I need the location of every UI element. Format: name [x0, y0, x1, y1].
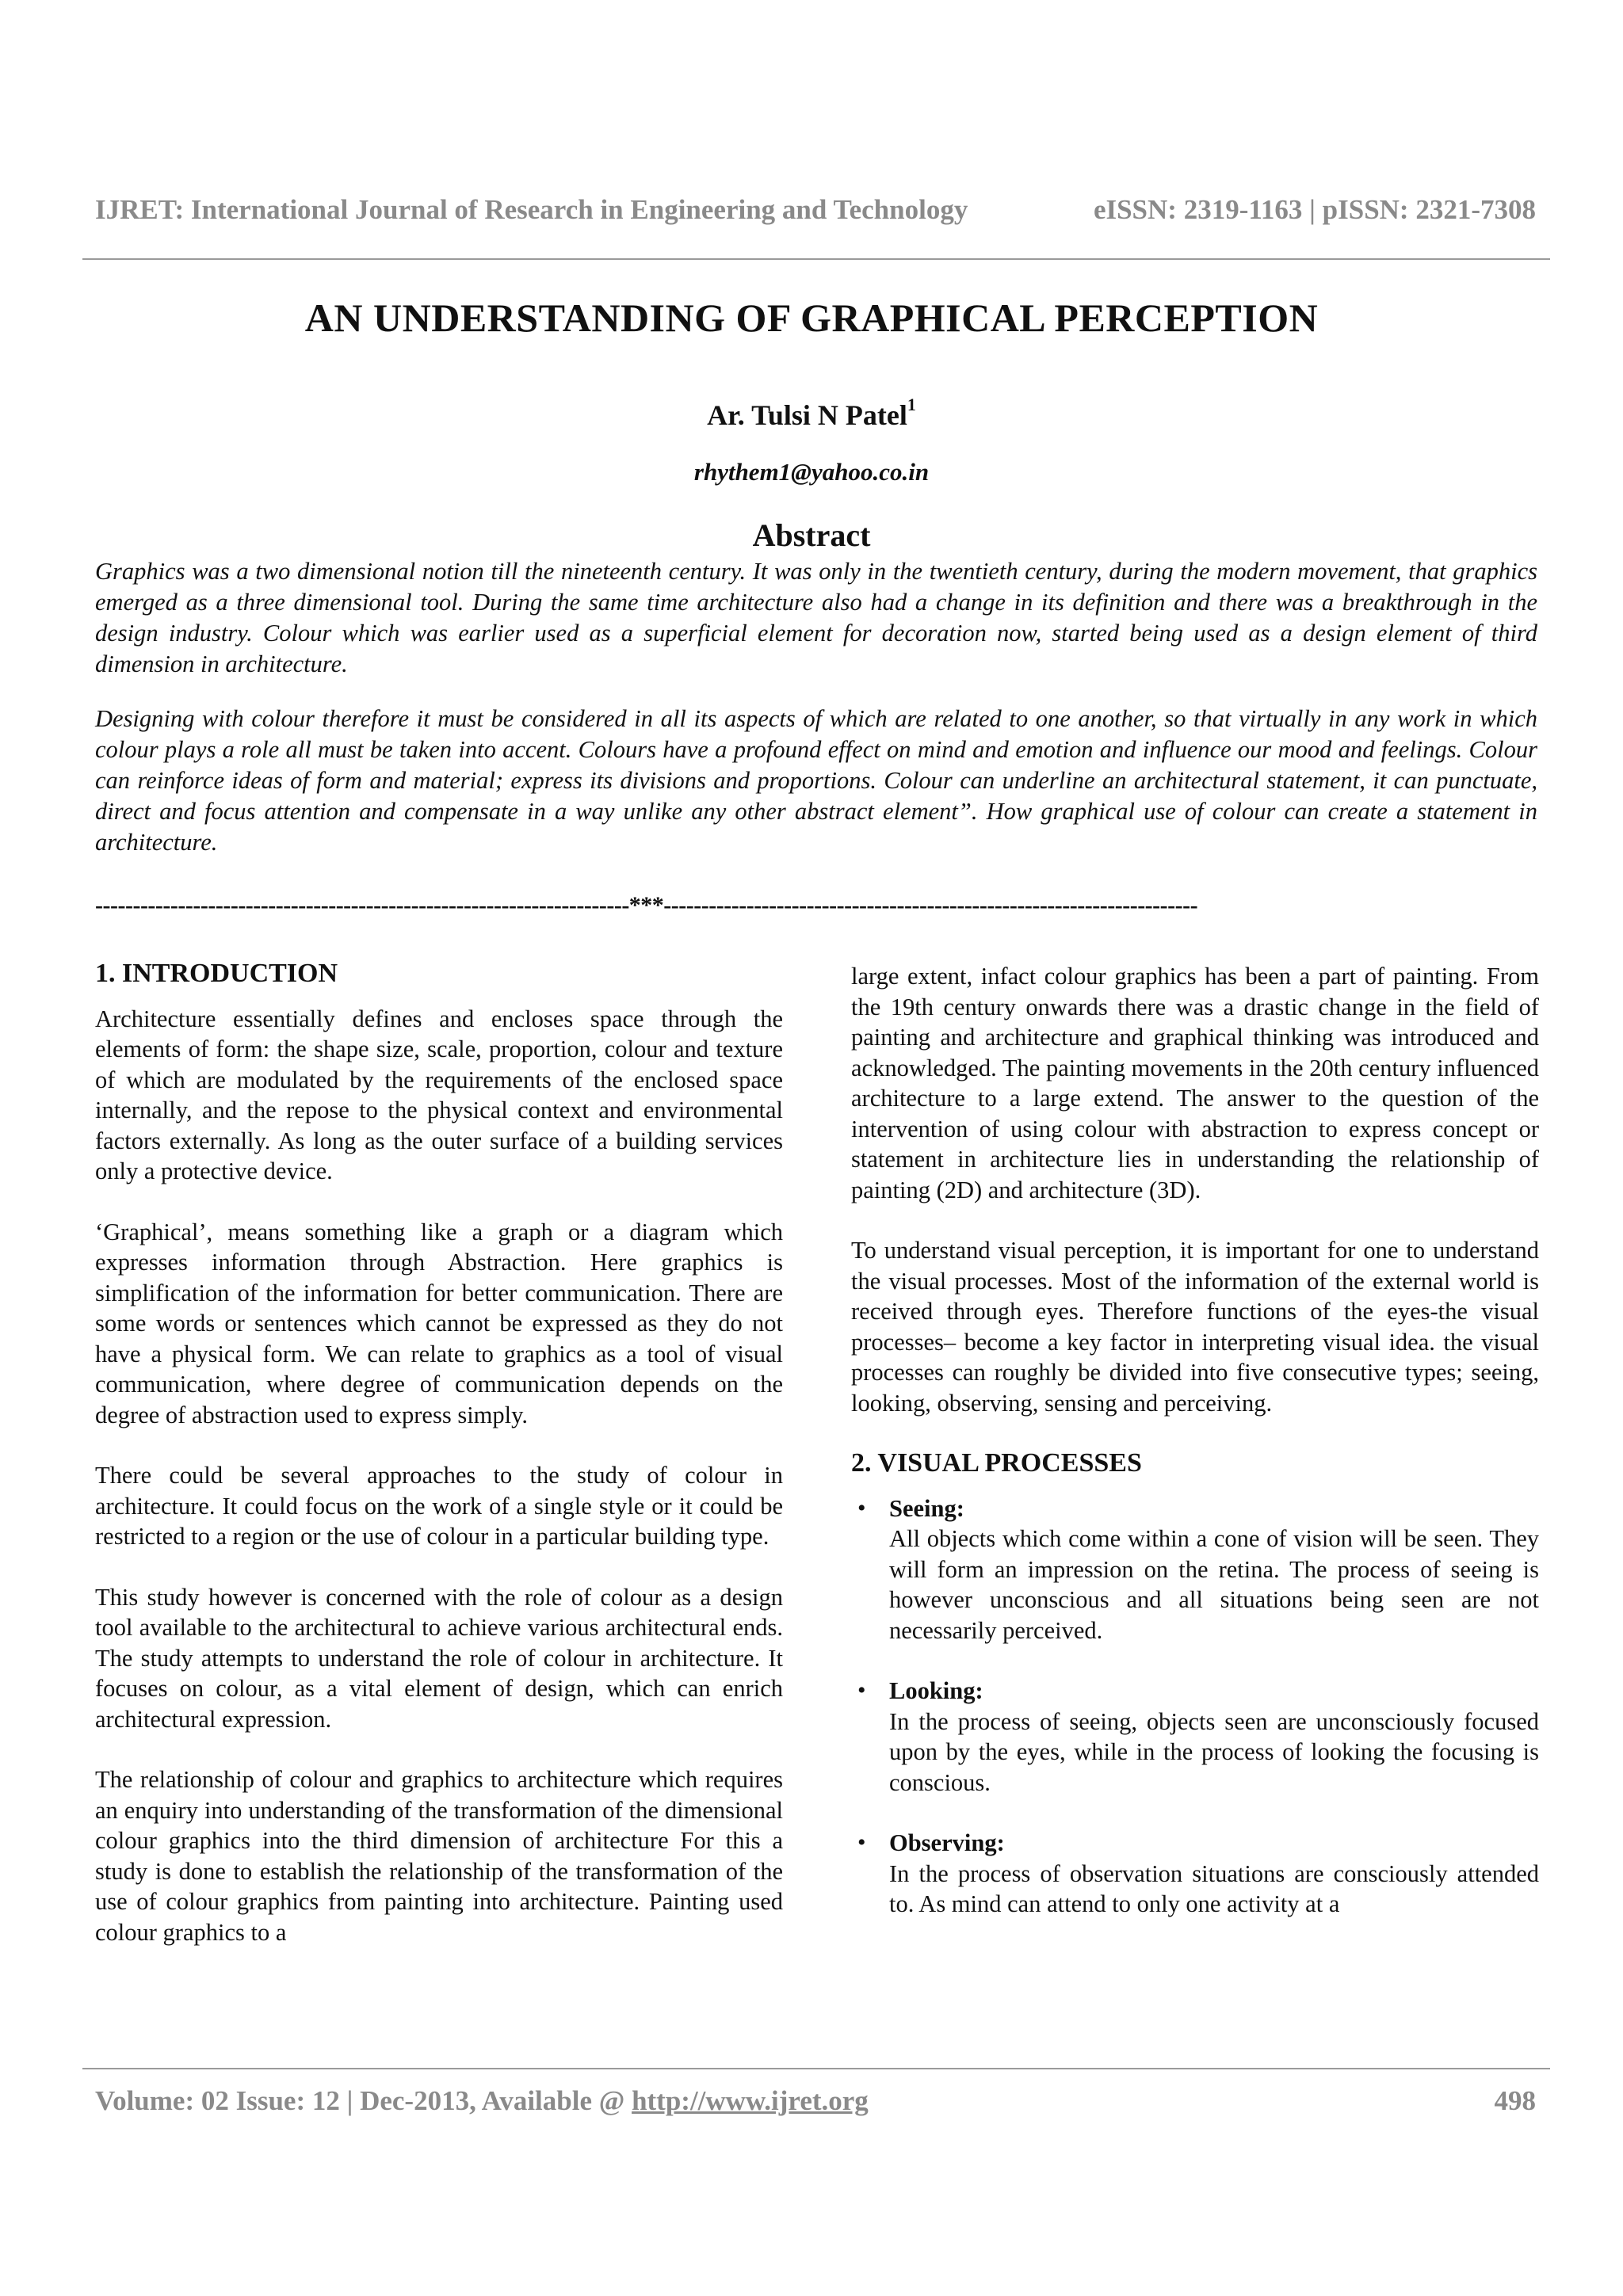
- author-name: Ar. Tulsi N Patel: [707, 399, 907, 431]
- list-item: [851, 1676, 1539, 1798]
- body-paragraph: There could be several approaches to the study of colour in architecture. It could focus on the work of a single style or it could be restricted to a region or the use of colour in a particular building type.: [95, 1462, 783, 1550]
- author-email: rhythem1@yahoo.co.in: [693, 458, 930, 486]
- list-item-term: Seeing:: [889, 1494, 964, 1522]
- abstract-paragraph: Graphics was a two dimensional notion till the nineteenth century. It was only in the twentieth century, during the modern movement, that graphics emerged as a three dimensional tool. During the same time architecture also had a change in its definition and there was a breakthrough in the design industry. Colour which was earlier used as a superficial element for decoration now, started being used as a design element of third dimension in architecture.: [95, 558, 1537, 677]
- bullet-icon: •: [857, 1829, 866, 1855]
- body-paragraph: The relationship of colour and graphics to architecture which requires an enquiry into understanding of the transformation of the dimensional colour graphics into the third dimension of architecture For this a study is done to establish the relationship of the transformation of the use of colour graphics from painting into architecture. Painting used colour graphics to a: [95, 1766, 783, 1946]
- bullet-icon: •: [857, 1494, 866, 1521]
- body-paragraph: ‘Graphical’, means something like a graph or a diagram which expresses information through Abstraction. Here graphics is simplification of the information for better communication. There are some words or sentences which cannot be expressed as they do not have a physical form. We can relate to graphics as a tool of visual communication, where degree of communication depends on the degree of abstraction used to express simply.: [95, 1218, 783, 1428]
- journal-name: IJRET: International Journal of Research in Engineering and Technology: [95, 194, 968, 225]
- paper-title: AN UNDERSTANDING OF GRAPHICAL PERCEPTION: [304, 296, 1319, 340]
- section-heading-visual-processes: 2. VISUAL PROCESSES: [851, 1448, 1142, 1478]
- author-line: [0, 395, 1623, 432]
- bullet-icon: •: [857, 1677, 866, 1703]
- volume-info: [95, 2085, 869, 2117]
- header-rule: [82, 258, 1550, 260]
- journal-url-link[interactable]: http://www.ijret.org: [632, 2085, 869, 2116]
- visual-process-list: [851, 1493, 1539, 1920]
- body-paragraph: Architecture essentially defines and encloses space through the elements of form: the shape size, scale, proportion, colour and texture of which are modulated by the requirements of the enclosed space internally, and the repose to the physical context and environmental factors externally. As long as the outer surface of a building services only a protective device.: [95, 1005, 783, 1184]
- right-column: [851, 961, 1539, 1950]
- list-item-term: Observing:: [889, 1829, 1005, 1856]
- list-item: [851, 1828, 1539, 1920]
- list-item-term: Looking:: [889, 1677, 983, 1704]
- running-header: [95, 194, 1536, 226]
- list-item-text: In the process of observation situations are consciously attended to. As mind can attend to only one activity at a: [889, 1859, 1539, 1917]
- footer-rule: [82, 2068, 1550, 2069]
- section-separator: -----------------------------------------------------------------------***-----------------------------------------------------------------------: [95, 892, 1198, 918]
- body-paragraph: This study however is concerned with the role of colour as a design tool available to the architectural to achieve various architectural ends. The study attempts to understand the role of colour in architecture. It focuses on colour, as a vital element of design, which can enrich architectural expression.: [95, 1583, 783, 1733]
- page-number: 498: [1494, 2085, 1536, 2116]
- abstract-body: [95, 556, 1537, 882]
- abstract-heading: Abstract: [752, 517, 871, 553]
- list-item-text: All objects which come within a cone of vision will be seen. They will form an impression on the retina. The process of seeing is however unconscious and all situations being seen are not necessarily perceived.: [889, 1525, 1539, 1644]
- left-column: [95, 959, 783, 1978]
- affiliation-mark: 1: [907, 395, 916, 414]
- body-paragraph: large extent, infact colour graphics has been a part of painting. From the 19th century onwards there was a drastic change in the field of painting and architecture and graphical thinking was introduced and acknowledged. The painting movements in the 20th century influenced architecture to a large extend. The answer to the question of the intervention of using colour with abstraction to express concept or statement in architecture lies in understanding the relationship of painting (2D) and architecture (3D).: [851, 963, 1539, 1203]
- list-item: [851, 1493, 1539, 1646]
- issn-numbers: eISSN: 2319-1163 | pISSN: 2321-7308: [1093, 194, 1536, 225]
- body-paragraph: To understand visual perception, it is important for one to understand the visual processes. Most of the information of the external world is received through eyes. Therefore functions of the eyes-the visual processes– become a key factor in interpreting visual idea. the visual processes can roughly be divided into five consecutive types; seeing, looking, observing, sensing and perceiving.: [851, 1237, 1539, 1417]
- section-heading-introduction: 1. INTRODUCTION: [95, 959, 338, 988]
- volume-text: Volume: 02 Issue: 12 | Dec-2013, Available @: [95, 2085, 632, 2116]
- list-item-text: In the process of seeing, objects seen are unconsciously focused upon by the eyes, while in the process of looking the focusing is conscious.: [889, 1707, 1539, 1796]
- running-footer: [95, 2085, 1536, 2117]
- abstract-paragraph: Designing with colour therefore it must be considered in all its aspects of which are related to one another, so that virtually in any work in which colour plays a role all must be taken into accent. Colours have a profound effect on mind and emotion and influence our mood and feelings. Colour can reinforce ideas of form and material; express its divisions and proportions. Colour can underline an architectural statement, it can punctuate, direct and focus attention and compensate in a way unlike any other abstract element”. How graphical use of colour can create a statement in architecture.: [95, 705, 1537, 856]
